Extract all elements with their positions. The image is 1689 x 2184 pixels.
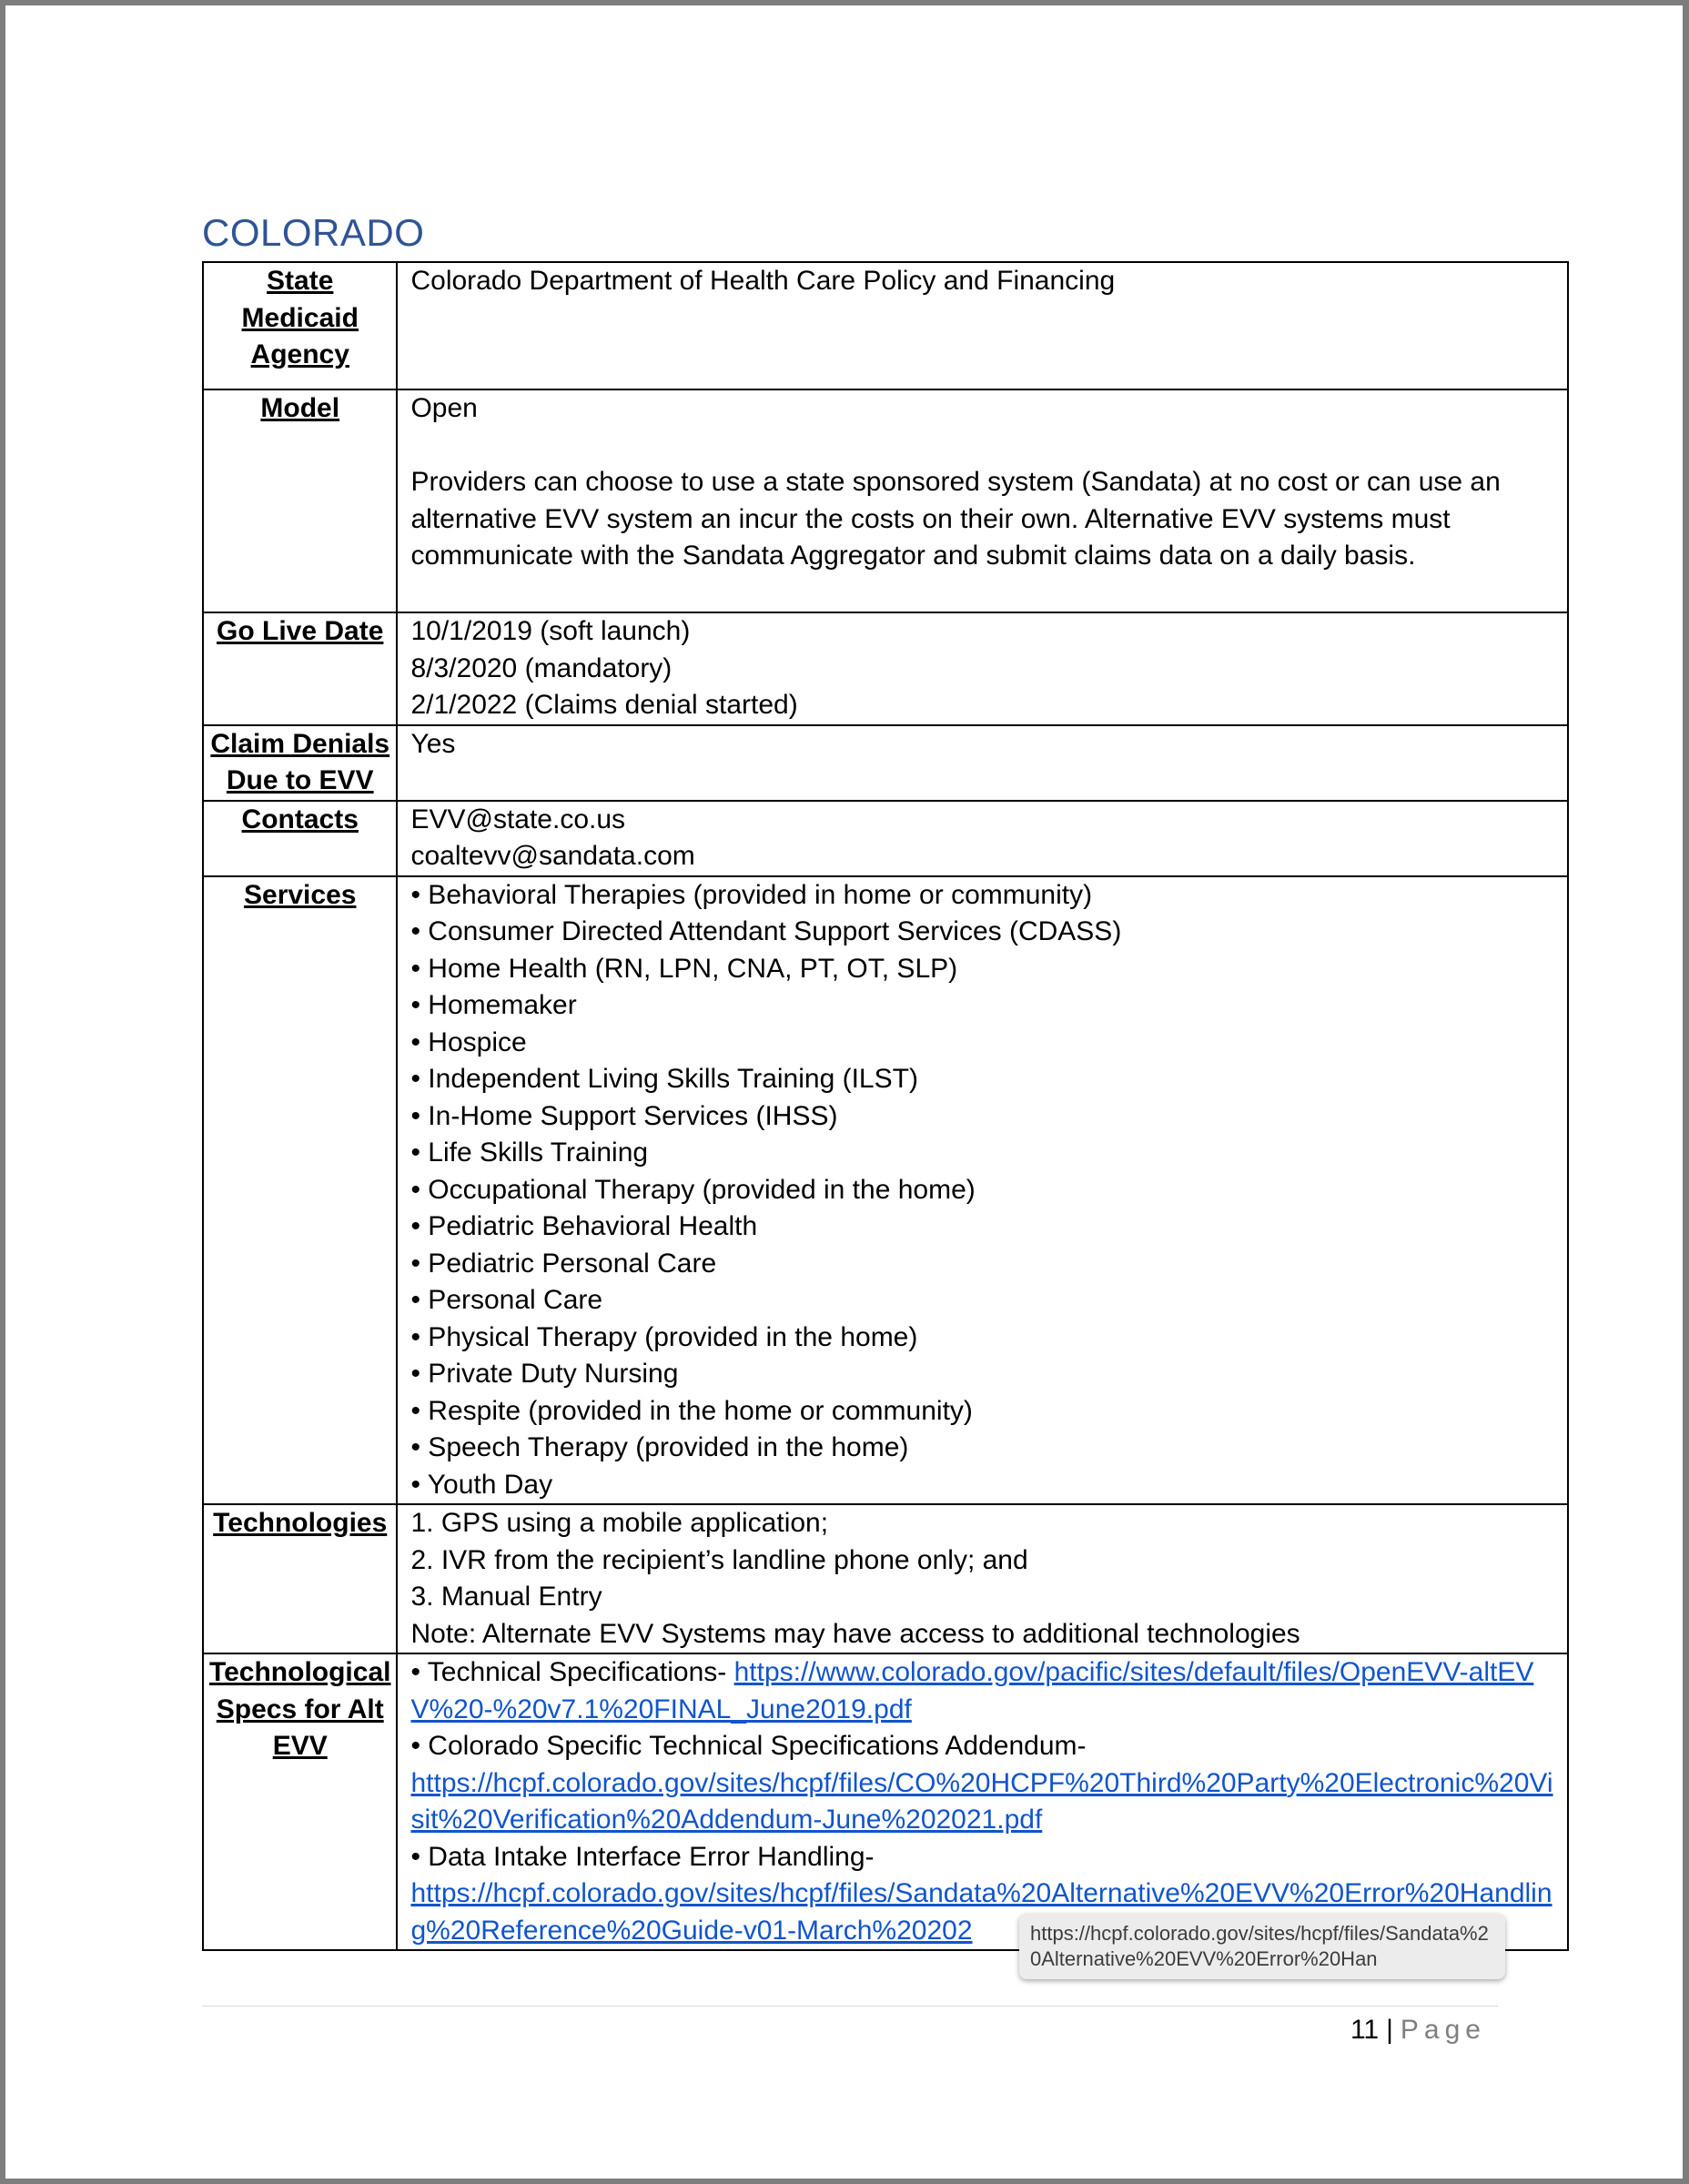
row-label-tech-specs: Technological Specs for Alt EVV (203, 1653, 397, 1950)
row-label-services: Services (203, 876, 397, 1505)
spec-item-label: • Technical Specifications- (410, 1657, 734, 1687)
list-item: • Home Health (RN, LPN, CNA, PT, OT, SLP) (410, 953, 958, 984)
evv-info-table (202, 261, 1569, 1951)
list-item: • In-Home Support Services (IHSS) (410, 1100, 838, 1131)
row-label-model: Model (203, 389, 397, 612)
document-page (5, 5, 1683, 2179)
list-item: • Private Duty Nursing (410, 1359, 679, 1389)
contact-email-sandata[interactable]: coaltevv@sandata.com (410, 841, 695, 871)
error-handling-link[interactable]: https://hcpf.colorado.gov/sites/hcpf/files/Sandata%20Alternative%20EVV%20Error%20Handling%20Reference%20Guide-v01-March%20202 (410, 1878, 1552, 1946)
spec-item-label: • Colorado Specific Technical Specifications Addendum- (410, 1731, 1087, 1761)
link-tooltip: https://hcpf.colorado.gov/sites/hcpf/files/Sandata%20Alternative%20EVV%20Error%20Han (1019, 1914, 1505, 1979)
contact-email-state[interactable]: EVV@state.co.us (410, 804, 626, 834)
model-description: Providers can choose to use a state sponsored system (Sandata) at no cost or can use an alternative EVV system an incur the costs on their own. Alternative EVV systems must communicate with the Sandata Aggregator and submit claims data on a daily basis. (410, 467, 1501, 571)
go-live-denials: 2/1/2022 (Claims denial started) (410, 690, 798, 720)
table-row-technologies (203, 1504, 1568, 1653)
list-item: • Speech Therapy (provided in the home) (410, 1432, 909, 1462)
table-row-agency (203, 262, 1568, 389)
list-item: 3. Manual Entry (410, 1582, 602, 1612)
table-row-tech-specs (203, 1653, 1568, 1950)
list-item: • Youth Day (410, 1469, 553, 1500)
list-item: • Independent Living Skills Training (ILST) (410, 1064, 918, 1094)
table-row-contacts (203, 801, 1568, 876)
table-row-claim-denials (203, 725, 1568, 801)
go-live-soft: 10/1/2019 (soft launch) (410, 616, 691, 646)
list-item: • Physical Therapy (provided in the home) (410, 1321, 918, 1352)
spec-item-technical (410, 1654, 1558, 1728)
page-footer (1350, 2015, 1486, 2046)
row-label-technologies: Technologies (203, 1504, 397, 1653)
list-item: • Pediatric Personal Care (410, 1248, 717, 1279)
page-word: Page (1400, 2015, 1486, 2045)
model-value: Open (410, 393, 478, 423)
row-label-go-live: Go Live Date (203, 612, 397, 725)
list-item: • Hospice (410, 1026, 527, 1057)
page-number: 11 (1350, 2015, 1380, 2045)
spec-item-addendum (410, 1728, 1558, 1839)
list-item: • Consumer Directed Attendant Support Services (CDASS) (410, 916, 1122, 946)
go-live-mandatory: 8/3/2020 (mandatory) (410, 652, 673, 683)
list-item: • Occupational Therapy (provided in the home) (410, 1174, 976, 1205)
services-list (397, 876, 1568, 1505)
list-item: • Homemaker (410, 990, 577, 1020)
technical-specs-link[interactable]: https://www.colorado.gov/pacific/sites/default/files/OpenEVV-altEVV%20-%20v7.1%20FINAL_June2019.pdf (410, 1657, 1534, 1724)
table-row-model (203, 389, 1568, 612)
spec-item-label: • Data Intake Interface Error Handling- (410, 1841, 875, 1872)
addendum-link[interactable]: https://hcpf.colorado.gov/sites/hcpf/files/CO%20HCPF%20Third%20Party%20Electronic%20Visit%20Verification%20Addendum-June%202021.pdf (410, 1767, 1553, 1835)
table-row-go-live (203, 612, 1568, 725)
list-item: • Personal Care (410, 1285, 603, 1315)
footer-divider (202, 2006, 1498, 2007)
agency-value: Colorado Department of Health Care Policy and Financing (410, 266, 1116, 296)
list-item: • Life Skills Training (410, 1138, 649, 1168)
claim-denials-value: Yes (410, 728, 456, 759)
list-item: 2. IVR from the recipient’s landline phone only; and (410, 1544, 1028, 1575)
list-item: 1. GPS using a mobile application; (410, 1508, 829, 1538)
list-item: • Respite (provided in the home or community) (410, 1395, 973, 1426)
table-row-services (203, 876, 1568, 1505)
technologies-note: Note: Alternate EVV Systems may have access to additional technologies (410, 1618, 1300, 1649)
list-item: • Pediatric Behavioral Health (410, 1211, 758, 1241)
row-label-agency: State Medicaid Agency (203, 262, 397, 389)
list-item: • Behavioral Therapies (provided in home or community) (410, 879, 1093, 910)
row-label-contacts: Contacts (203, 801, 397, 876)
page-title: COLORADO (202, 211, 425, 254)
footer-separator: | (1386, 2015, 1393, 2045)
row-label-claim-denials: Claim Denials Due to EVV (203, 725, 397, 801)
